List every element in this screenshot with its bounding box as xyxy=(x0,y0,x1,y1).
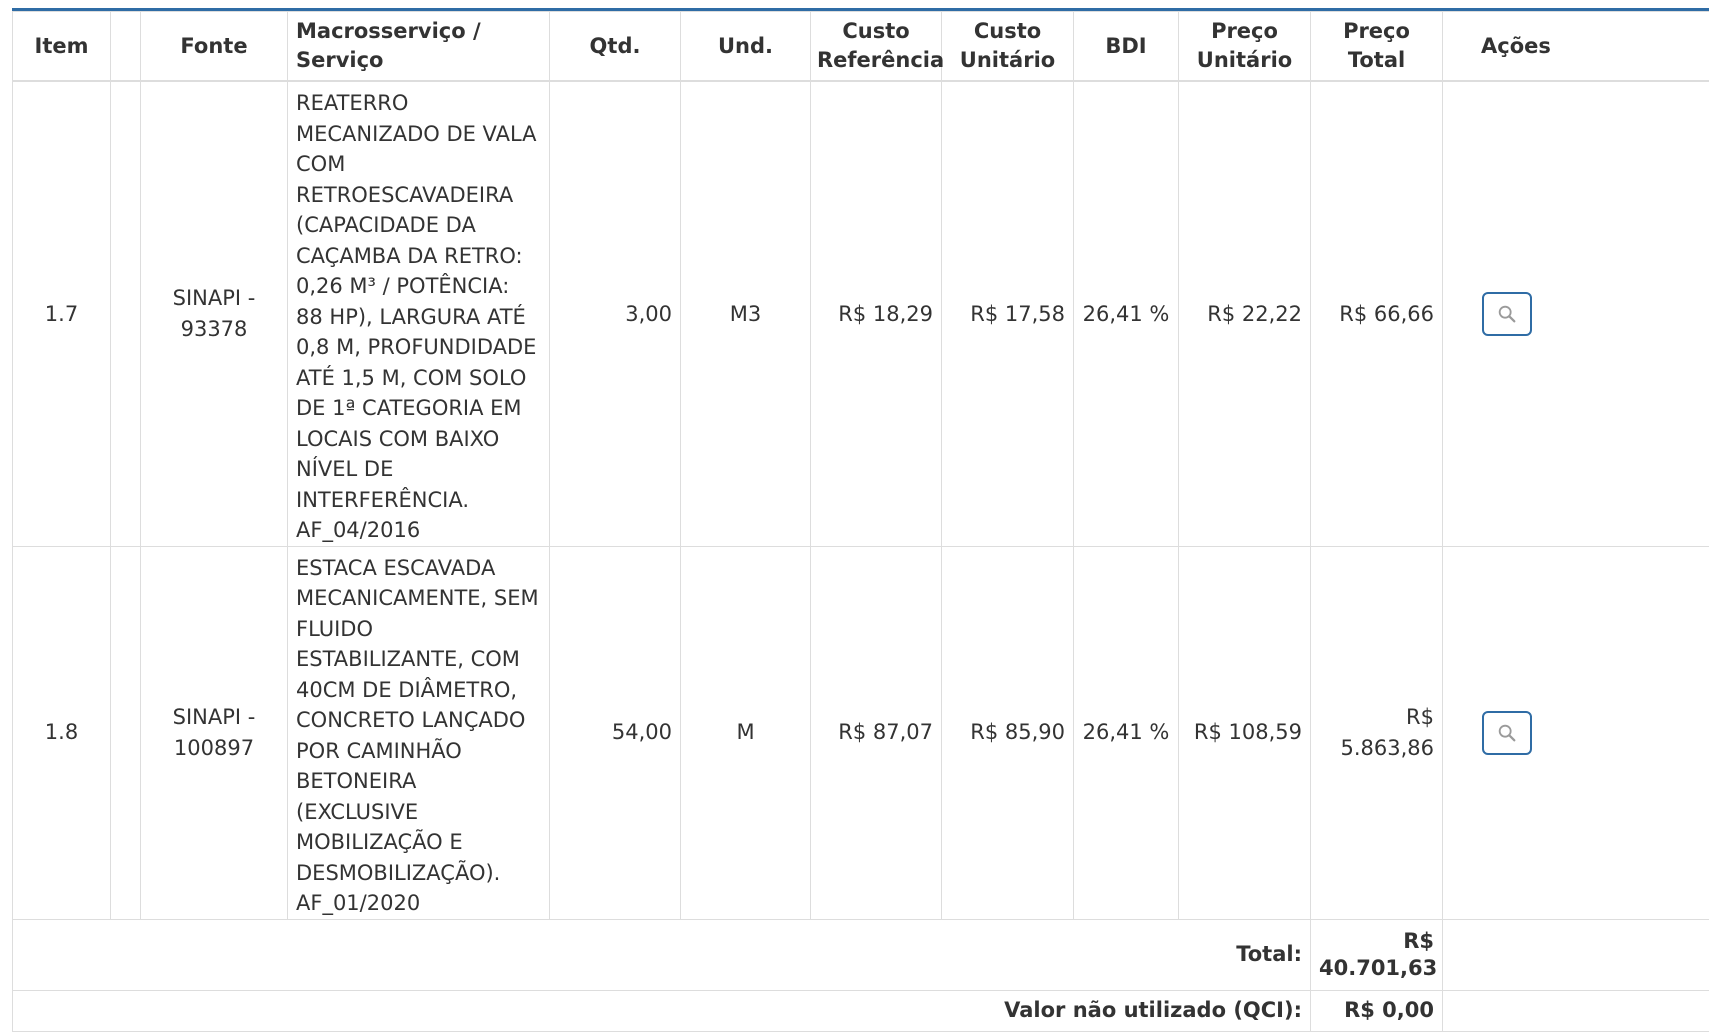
qci-label: Valor não utilizado (QCI): xyxy=(13,990,1311,1031)
header-acoes: Ações xyxy=(1443,12,1709,82)
fonte-text: SINAPI - xyxy=(173,286,256,310)
header-text: Custo xyxy=(842,19,909,43)
header-text: Unitário xyxy=(960,48,1055,72)
qci-empty-cell xyxy=(1443,990,1709,1031)
cell-custo-referencia: R$ 87,07 xyxy=(811,546,942,919)
cell-acoes xyxy=(1443,546,1709,919)
qci-row xyxy=(13,990,1709,1031)
cell-servico: ESTACA ESCAVADA MECANICAMENTE, SEM FLUIDO ESTABILIZANTE, COM 40CM DE DIÂMETRO, CONCRETO LANÇADO POR CAMINHÃO BETONEIRA (EXCLUSIVE MOBILIZAÇÃO E DESMOBILIZAÇÃO). AF_01/2020 xyxy=(288,546,550,919)
cell-preco-total: R$ 5.863,86 xyxy=(1311,546,1443,919)
cell-qtd: 54,00 xyxy=(550,546,681,919)
total-value xyxy=(1311,919,1443,990)
table-row xyxy=(13,546,1709,919)
header-und: Und. xyxy=(681,12,811,82)
cell-custo-unitario: R$ 17,58 xyxy=(942,81,1074,546)
cell-qtd: 3,00 xyxy=(550,81,681,546)
view-details-button[interactable] xyxy=(1482,711,1532,755)
total-currency: R$ xyxy=(1403,929,1434,953)
cell-bdi: 26,41 % xyxy=(1074,81,1179,546)
total-amount: 40.701,63 xyxy=(1319,956,1437,980)
cell-preco-total: R$ 66,66 xyxy=(1311,81,1443,546)
header-qtd: Qtd. xyxy=(550,12,681,82)
header-custo-unitario xyxy=(942,12,1074,82)
cell-fonte xyxy=(141,81,288,546)
header-bdi: BDI xyxy=(1074,12,1179,82)
header-item: Item xyxy=(13,12,111,82)
cell-und: M3 xyxy=(681,81,811,546)
cell-custo-referencia: R$ 18,29 xyxy=(811,81,942,546)
cell-blank xyxy=(111,81,141,546)
cell-acoes xyxy=(1443,81,1709,546)
search-icon xyxy=(1496,722,1518,744)
cell-fonte xyxy=(141,546,288,919)
cell-und: M xyxy=(681,546,811,919)
fonte-code: 100897 xyxy=(174,736,254,760)
cell-custo-unitario: R$ 85,90 xyxy=(942,546,1074,919)
total-row xyxy=(13,919,1709,990)
header-preco-unitario xyxy=(1179,12,1311,82)
header-fonte: Fonte xyxy=(141,12,288,82)
cell-item: 1.7 xyxy=(13,81,111,546)
table-header-row xyxy=(13,12,1709,82)
total-empty-cell xyxy=(1443,919,1709,990)
table-row xyxy=(13,81,1709,546)
header-text: Custo xyxy=(974,19,1041,43)
cell-item: 1.8 xyxy=(13,546,111,919)
qci-value: R$ 0,00 xyxy=(1311,990,1443,1031)
cell-preco-unitario: R$ 22,22 xyxy=(1179,81,1311,546)
cell-servico: REATERRO MECANIZADO DE VALA COM RETROESCAVADEIRA (CAPACIDADE DA CAÇAMBA DA RETRO: 0,26 M³ / POTÊNCIA: 88 HP), LARGURA ATÉ 0,8 M, PROFUNDIDADE ATÉ 1,5 M, COM SOLO DE 1ª CATEGORIA EM LOCAIS COM BAIXO NÍVEL DE INTERFERÊNCIA. AF_04/2016 xyxy=(288,81,550,546)
header-servico: Macrosserviço / Serviço xyxy=(288,12,550,82)
search-icon xyxy=(1496,303,1518,325)
fonte-code: 93378 xyxy=(181,317,248,341)
header-blank xyxy=(111,12,141,82)
header-text: Preço xyxy=(1211,19,1278,43)
view-details-button[interactable] xyxy=(1482,292,1532,336)
cell-blank xyxy=(111,546,141,919)
header-text: Referência xyxy=(817,48,944,72)
header-custo-referencia xyxy=(811,12,942,82)
cell-preco-unitario: R$ 108,59 xyxy=(1179,546,1311,919)
header-preco-total: Preço Total xyxy=(1311,12,1443,82)
fonte-text: SINAPI - xyxy=(173,705,256,729)
total-label: Total: xyxy=(13,919,1311,990)
services-table xyxy=(12,11,1709,1032)
cell-bdi: 26,41 % xyxy=(1074,546,1179,919)
header-text: Unitário xyxy=(1197,48,1292,72)
